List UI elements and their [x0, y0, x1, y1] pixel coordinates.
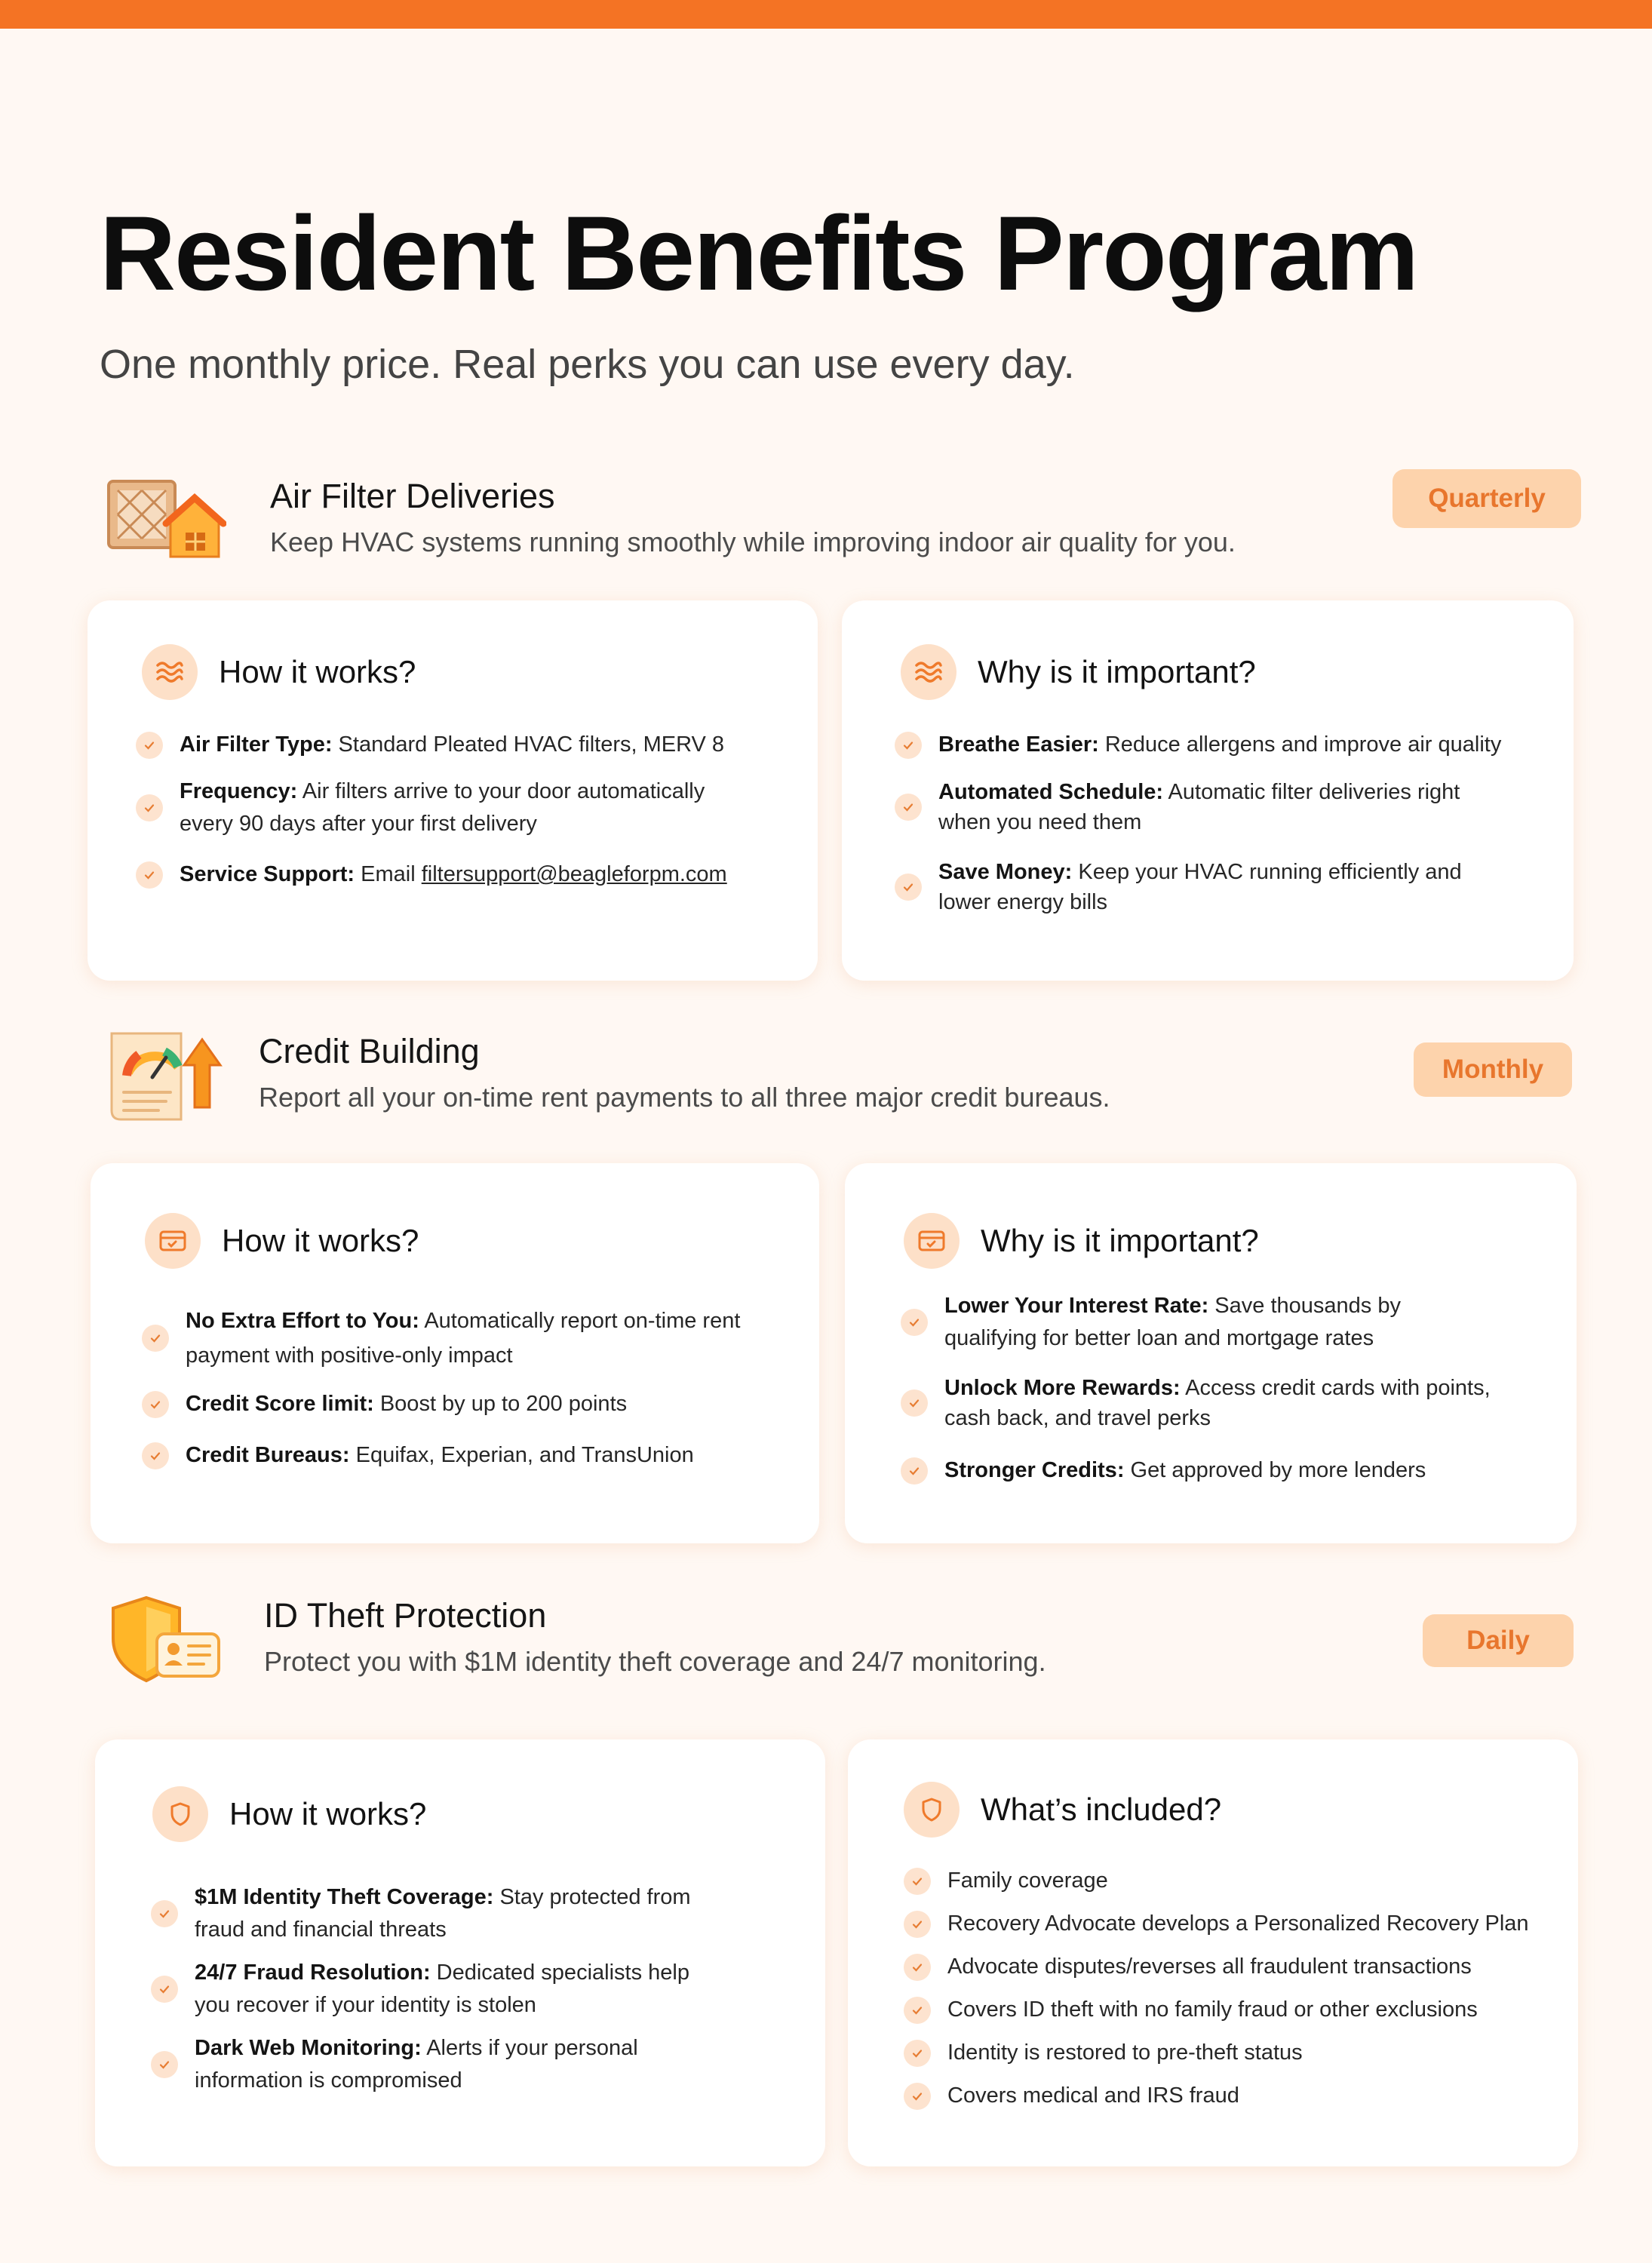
check-icon — [895, 794, 922, 821]
list-item: No Extra Effort to You: Automatically report on-time rent payment with positive-only impact — [142, 1303, 740, 1373]
card-title: Why is it important? — [978, 654, 1256, 689]
list-item: Covers medical and IRS fraud — [904, 2080, 1239, 2112]
list-item: Lower Your Interest Rate: Save thousands by qualifying for better loan and mortgage rates — [901, 1290, 1401, 1355]
list-item: Stronger Credits: Get approved by more lenders — [901, 1454, 1426, 1487]
list-item: Save Money: Keep your HVAC running efficiently and lower energy bills — [895, 857, 1462, 917]
card-title: How it works? — [222, 1223, 419, 1258]
how-it-works-card — [95, 1739, 825, 2166]
credit-card-icon — [904, 1213, 960, 1269]
frequency-badge: Quarterly — [1393, 469, 1581, 528]
waves-icon — [142, 644, 198, 700]
check-icon — [904, 2083, 931, 2110]
card-title: How it works? — [219, 654, 416, 689]
check-icon — [901, 1309, 928, 1336]
whats-included-card — [848, 1739, 1578, 2166]
check-icon — [142, 1325, 169, 1352]
check-icon — [136, 794, 163, 821]
section-air-filter-header — [0, 468, 1652, 581]
check-icon — [901, 1457, 928, 1485]
why-important-card — [845, 1163, 1577, 1543]
page-title: Resident Benefits Program — [100, 194, 1418, 312]
section-id-theft-header — [0, 1592, 1652, 1705]
list-item: Recovery Advocate develops a Personalized Recovery Plan — [904, 1908, 1529, 1940]
check-icon — [904, 1911, 931, 1938]
check-icon — [142, 1391, 169, 1418]
check-icon — [151, 1900, 178, 1927]
list-item: Identity is restored to pre-theft status — [904, 2037, 1303, 2069]
list-item: 24/7 Fraud Resolution: Dedicated specialists help you recover if your identity is stolen — [151, 1957, 689, 2022]
frequency-badge: Daily — [1423, 1614, 1574, 1667]
check-icon — [895, 732, 922, 759]
section-title: Air Filter Deliveries — [270, 477, 555, 515]
check-icon — [904, 1868, 931, 1895]
section-description: Report all your on-time rent payments to all three major credit bureaus. — [259, 1082, 1110, 1113]
list-item: Family coverage — [904, 1865, 1108, 1897]
check-icon — [904, 1997, 931, 2024]
check-icon — [901, 1389, 928, 1417]
list-item: Frequency: Air filters arrive to your door automatically every 90 days after your first delivery — [136, 775, 705, 840]
list-item: Service Support: Email filtersupport@beagleforpm.com — [136, 858, 727, 891]
support-email-link[interactable]: filtersupport@beagleforpm.com — [421, 862, 727, 886]
list-item: Breathe Easier: Reduce allergens and improve air quality — [895, 729, 1501, 761]
shield-icon — [904, 1782, 960, 1838]
section-description: Protect you with $1M identity theft coverage and 24/7 monitoring. — [264, 1646, 1046, 1677]
section-description: Keep HVAC systems running smoothly while improving indoor air quality for you. — [270, 527, 1236, 557]
list-item: Unlock More Rewards: Access credit cards with points, cash back, and travel perks — [901, 1373, 1491, 1433]
frequency-badge: Monthly — [1414, 1042, 1572, 1097]
card-title: Why is it important? — [981, 1223, 1259, 1258]
how-it-works-card — [91, 1163, 819, 1543]
list-item: Automated Schedule: Automatic filter deliveries right when you need them — [895, 777, 1460, 837]
shield-icon — [152, 1786, 208, 1842]
check-icon — [895, 874, 922, 901]
check-icon — [904, 2040, 931, 2067]
card-title: How it works? — [229, 1796, 427, 1832]
list-item: Credit Bureaus: Equifax, Experian, and TransUnion — [142, 1439, 694, 1472]
top-accent-bar — [0, 0, 1652, 29]
list-item: Credit Score limit: Boost by up to 200 points — [142, 1388, 627, 1420]
list-item: Advocate disputes/reverses all fraudulent transactions — [904, 1951, 1472, 1983]
section-title: Credit Building — [259, 1032, 480, 1070]
check-icon — [904, 1954, 931, 1981]
page-subtitle: One monthly price. Real perks you can use every day. — [100, 342, 1075, 387]
check-icon — [142, 1442, 169, 1469]
why-important-card — [842, 600, 1574, 981]
list-item: $1M Identity Theft Coverage: Stay protected from fraud and financial threats — [151, 1881, 691, 1946]
credit-score-report-icon — [106, 1023, 226, 1121]
card-title: What’s included? — [981, 1792, 1222, 1827]
check-icon — [151, 1976, 178, 2003]
section-credit-building-header — [0, 1023, 1652, 1136]
credit-card-icon — [145, 1213, 201, 1269]
check-icon — [151, 2051, 178, 2078]
check-icon — [136, 861, 163, 889]
air-filter-house-icon — [106, 468, 226, 566]
section-title: ID Theft Protection — [264, 1596, 547, 1635]
check-icon — [136, 732, 163, 759]
list-item: Covers ID theft with no family fraud or other exclusions — [904, 1994, 1478, 2026]
list-item: Air Filter Type: Standard Pleated HVAC filters, MERV 8 — [136, 729, 724, 761]
how-it-works-card — [88, 600, 818, 981]
shield-id-card-icon — [106, 1592, 226, 1690]
list-item: Dark Web Monitoring: Alerts if your personal information is compromised — [151, 2032, 638, 2097]
waves-icon — [901, 644, 957, 700]
